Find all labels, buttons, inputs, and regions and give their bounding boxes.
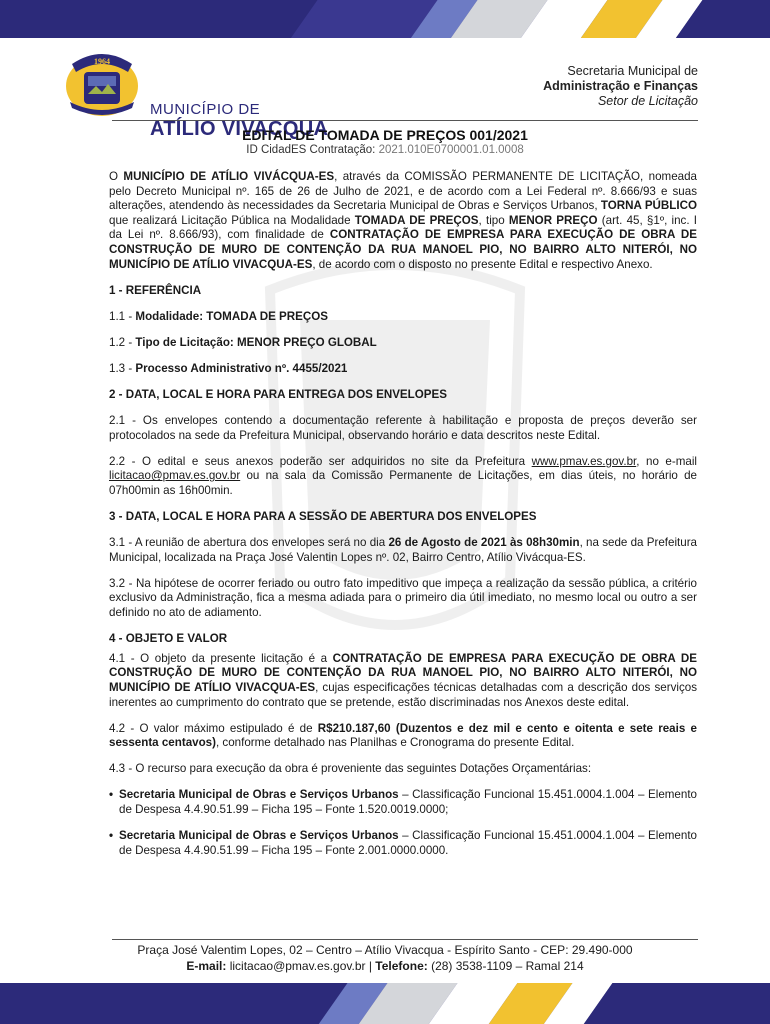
section-2-heading: 2 - DATA, LOCAL E HORA PARA ENTREGA DOS ENVELOPES xyxy=(109,388,447,402)
intro-bold: TORNA PÚBLICO xyxy=(600,199,697,213)
section-1-item xyxy=(109,336,697,351)
budget-allocation-list xyxy=(109,788,697,858)
document-body xyxy=(109,170,697,870)
paragraph-bold: 26 de Agosto de 2021 às 08h30min xyxy=(388,536,580,550)
document-id-line xyxy=(0,144,770,156)
paragraph-text: 4.2 - O valor máximo estipulado é de xyxy=(109,721,318,735)
phone-label: Telefone: xyxy=(375,959,428,973)
section-2-paragraph-2 xyxy=(109,455,697,499)
section-4-paragraph-2 xyxy=(109,722,697,751)
footer-contact xyxy=(0,959,770,973)
item-text: Tipo de Licitação: MENOR PREÇO GLOBAL xyxy=(135,335,377,349)
id-value: 2021.010E0700001.01.0008 xyxy=(378,144,524,156)
intro-text: (art. 45, §1º, inc. I da Lei nº. 8.666/93), com finalidade de xyxy=(109,213,697,242)
crest-year: 1964 xyxy=(94,57,110,66)
paragraph-text: , na sede da Prefeitura Municipal, localizada na Praça José Valentin Lopes nº. 02, Bairro Centro, Atílio Vivácqua-ES. xyxy=(109,536,698,564)
secretariat-line-2: Administração e Finanças xyxy=(543,79,698,93)
section-4-paragraph-1 xyxy=(109,652,697,710)
municipal-crest-icon xyxy=(62,46,142,118)
list-item xyxy=(119,829,697,858)
section-3-heading: 3 - DATA, LOCAL E HORA PARA A SESSÃO DE ABERTURA DOS ENVELOPES xyxy=(109,510,537,524)
header-divider xyxy=(112,120,698,121)
list-item-bold: Secretaria Municipal de Obras e Serviços Urbanos xyxy=(119,788,399,802)
intro-bold: TOMADA DE PREÇOS xyxy=(354,213,479,227)
website-link[interactable]: www.pmav.es.gov.br xyxy=(531,454,637,468)
paragraph-text: , no e-mail xyxy=(636,454,697,468)
list-item-text: – Classificação Funcional 15.451.0004.1.004 – Elemento de Despesa 4.4.90.51.99 – Ficha 195 – Fonte 1.520.0019.0000; xyxy=(119,788,698,816)
municipality-name: ATÍLIO VIVACQUA xyxy=(150,118,329,140)
document-title: EDITAL DE TOMADA DE PREÇOS 001/2021 xyxy=(242,127,528,143)
item-number: 1.3 - xyxy=(109,361,136,375)
intro-text: , através da COMISSÃO PERMANENTE DE LICITAÇÃO, nomeada pelo Decreto Municipal nº. 165 de 26 de Julho de 2021, e de acordo com a Lei Federal nº. 8.666/93 e suas alterações, atendendo às necessidades da Secretaria Municipal de Obras e Serviços Urbanos, xyxy=(109,170,698,213)
item-number: 1.2 - xyxy=(109,335,136,349)
section-3-paragraph-1 xyxy=(109,536,697,565)
bottom-decorative-band xyxy=(0,983,770,1024)
intro-bold: MENOR PREÇO xyxy=(508,213,598,227)
top-decorative-band xyxy=(0,0,770,38)
section-4-heading: 4 - OBJETO E VALOR xyxy=(109,632,228,646)
footer-phone: (28) 3538-1109 – Ramal 214 xyxy=(427,959,584,973)
intro-text: , de acordo com o disposto no presente Edital e respectivo Anexo. xyxy=(312,257,653,271)
paragraph-bold: R$210.187,60 (Duzentos e dez mil e cento e oitenta e sete reais e sessenta centavos) xyxy=(109,721,697,750)
section-4-paragraph-3: 4.3 - O recurso para execução da obra é proveniente das seguintes Dotações Orçamentárias: xyxy=(109,762,592,776)
municipality-small-label: MUNICÍPIO DE xyxy=(150,101,261,118)
intro-text: que realizará Licitação Pública na Modalidade xyxy=(109,213,355,227)
email-label: E-mail: xyxy=(186,959,227,973)
list-item-bold: Secretaria Municipal de Obras e Serviços Urbanos xyxy=(119,829,399,843)
intro-text: , tipo xyxy=(478,213,509,227)
paragraph-bold: CONTRATAÇÃO DE EMPRESA PARA EXECUÇÃO DE OBRA DE CONSTRUÇÃO DE MURO DE CONTENÇÃO DA RUA MANOEL PIO, NO BAIRRO ALTO NITERÓI, NO MUNICÍPIO DE ATÍLIO VIVACQUA-ES xyxy=(109,651,698,694)
section-3-paragraph-2: 3.2 - Na hipótese de ocorrer feriado ou outro fato impeditivo que impeça a realização da sessão pública, a critério exclusivo da Administração, fica a mesma adiada para o primeiro dia útil imediato, no mesmo local ou outro a ser definido no ato de adiamento. xyxy=(109,576,697,620)
intro-bold: MUNICÍPIO DE ATÍLIO VIVÁCQUA-ES xyxy=(123,170,335,183)
secretariat-line-1: Secretaria Municipal de xyxy=(567,64,698,78)
list-item xyxy=(119,788,697,817)
section-2-paragraph-1: 2.1 - Os envelopes contendo a documentação referente à habilitação e proposta de preços deverão ser protocolados na sede da Prefeitura Municipal, observando horário e data descritos neste Edital. xyxy=(109,414,697,442)
footer-address: Praça José Valentim Lopes, 02 – Centro – Atílio Vivacqua - Espírito Santo - CEP: 29.490-000 xyxy=(137,943,633,957)
item-text: Processo Administrativo nº. 4455/2021 xyxy=(135,361,348,375)
paragraph-text: 4.1 - O objeto da presente licitação é a xyxy=(109,651,333,665)
footer-email: licitacao@pmav.es.gov.br | xyxy=(226,959,376,973)
intro-bold: CONTRATAÇÃO DE EMPRESA PARA EXECUÇÃO DE OBRA DE CONSTRUÇÃO DE MURO DE CONTENÇÃO DA RUA MANOEL PIO, NO BAIRRO ALTO NITERÓI, NO MUNICÍPIO DE ATÍLIO VIVACQUA-ES xyxy=(109,228,698,271)
intro-text: O xyxy=(109,170,124,183)
list-item-text: – Classificação Funcional 15.451.0004.1.004 – Elemento de Despesa 4.4.90.51.99 – Ficha 195 – Fonte 2.001.0000.0000. xyxy=(119,829,698,857)
section-1-item xyxy=(109,310,697,325)
paragraph-text: 3.1 - A reunião de abertura dos envelopes será no dia xyxy=(109,536,389,550)
email-link[interactable]: licitacao@pmav.es.gov.br xyxy=(109,469,241,483)
paragraph-text: , cujas especificações técnicas detalhadas com a descrição dos serviços inerentes ao cumprimento do contrato que se pretende, estão discriminadas nos Anexos deste edital. xyxy=(109,680,698,709)
item-number: 1.1 - xyxy=(109,309,136,323)
secretariat-line-3: Setor de Licitação xyxy=(597,94,698,108)
intro-paragraph xyxy=(109,170,697,272)
paragraph-text: ou na sala da Comissão Permanente de Licitações, em dias úteis, no horário de 07h00min as 16h00min. xyxy=(109,469,697,497)
section-1-item xyxy=(109,362,697,377)
id-label: ID CidadES Contratação: xyxy=(246,144,379,156)
section-1-heading: 1 - REFERÊNCIA xyxy=(109,283,202,297)
item-text: Modalidade: TOMADA DE PREÇOS xyxy=(135,309,329,323)
paragraph-text: , conforme detalhado nas Planilhas e Cronograma do presente Edital. xyxy=(215,736,575,750)
footer-divider xyxy=(112,939,698,940)
paragraph-text: 2.2 - O edital e seus anexos poderão ser adquiridos no site da Prefeitura xyxy=(109,454,532,468)
